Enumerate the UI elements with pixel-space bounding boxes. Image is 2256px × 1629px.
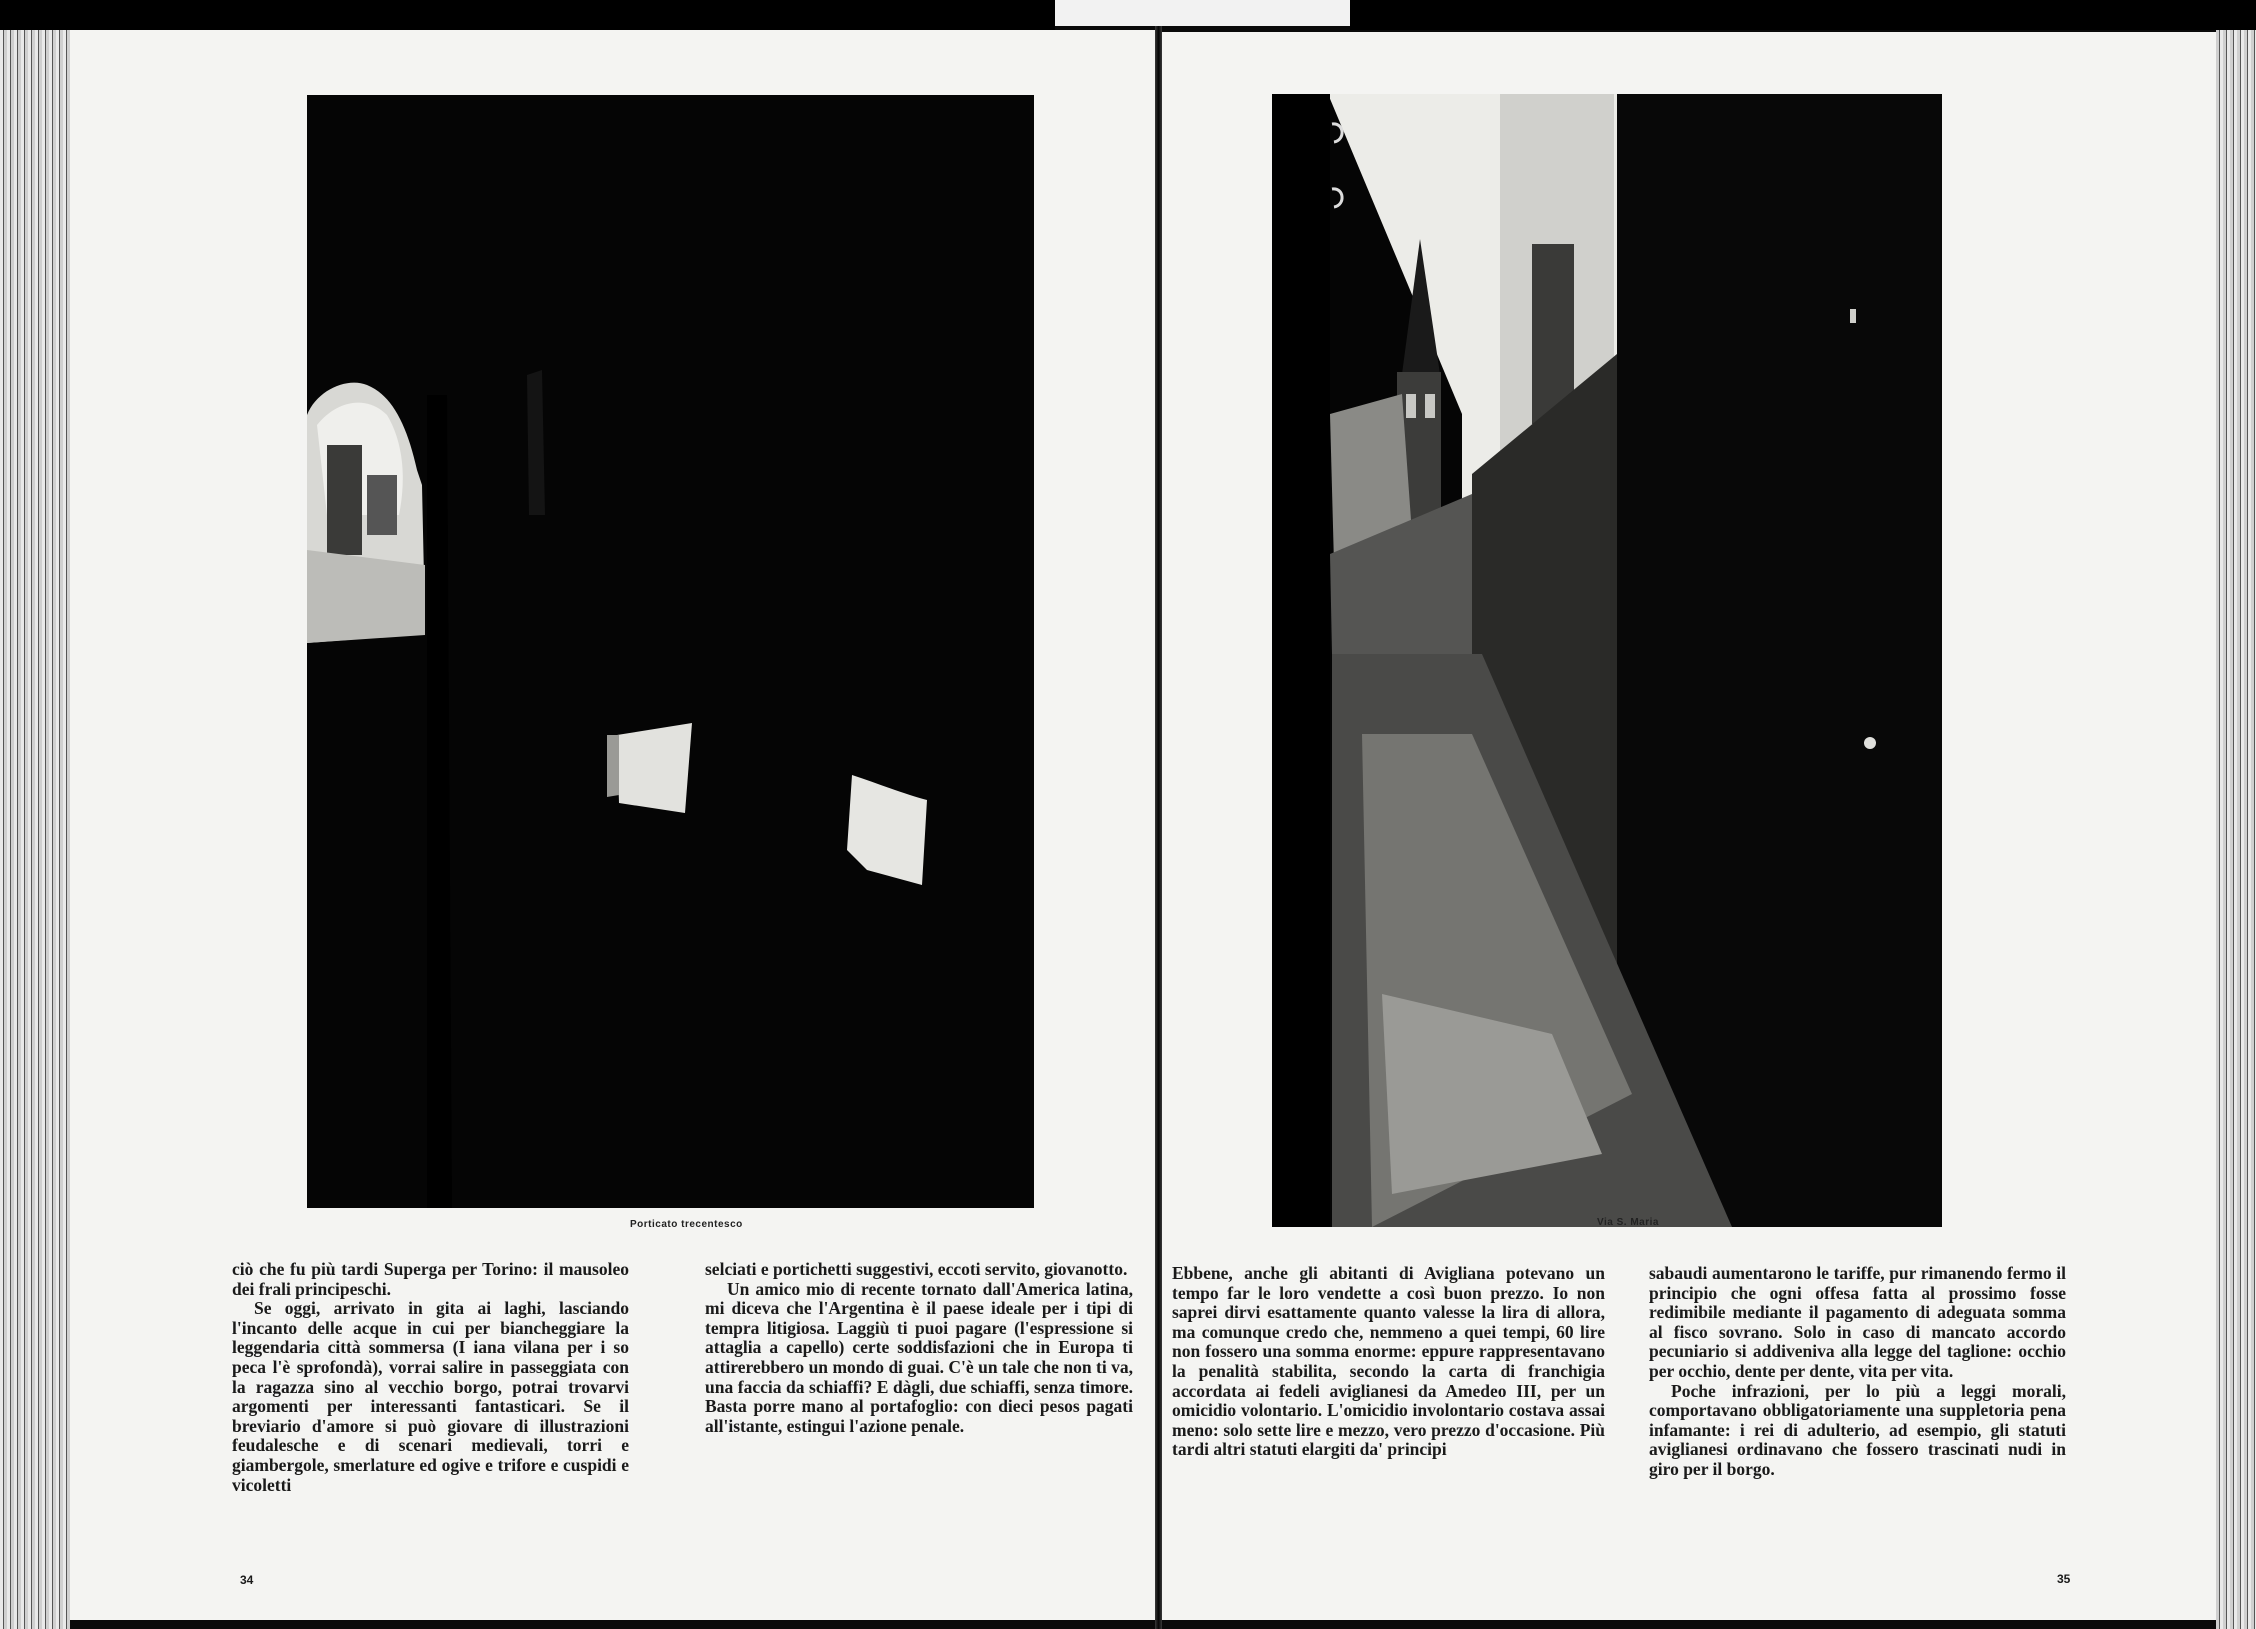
paragraph: Ebbene, anche gli abitanti di Avigliana potevano un tempo far le loro vendette a così buon prezzo. Io non saprei dirvi esattamente quanto valesse la lira di allora, ma comunque credo che, nemmeno a quei tempi, 60 lire non fossero una somma enorme: eppure rappresentavano la penalità stabilita, secondo la carta di franchigia accordata ai fedeli aviglianesi da Amedeo III, per un omicidio volontario. L'omicidio involontario costava assai meno: solo sette lire e mezzo, vero prezzo d'occasione. Più tardi altri statuti elargiti da' principi xyxy=(1172,1263,1605,1460)
via-s-maria-photo xyxy=(1272,94,1942,1227)
top-light-gap xyxy=(1055,0,1350,26)
left-column-1 xyxy=(232,1260,629,1495)
left-column-2 xyxy=(705,1260,1133,1436)
page-number-left: 34 xyxy=(240,1573,254,1587)
right-column-2 xyxy=(1649,1264,2066,1480)
porticato-photo xyxy=(307,95,1034,1208)
street-illustration xyxy=(1272,94,1942,1227)
photo-caption-left: Porticato trecentesco xyxy=(630,1219,743,1230)
page-number-right: 35 xyxy=(2057,1572,2071,1586)
left-page-stack xyxy=(0,30,70,1629)
top-dark-edge xyxy=(0,0,1055,30)
paragraph: Un amico mio di recente tornato dall'America latina, mi diceva che l'Argentina è il paese ideale per i tipi di tempra litigiosa. Laggiù ti puoi pagare (l'espressione si attaglia a capello) certe soddisfazioni che in Europa ti attirerebbero un mondo di guai. C'è un tale che non ti va, una faccia da schiaffi? E dàgli, due schiaffi, senza timore. Basta porre mano al portafoglio: con dieci pesos pagati all'istante, estingui l'azione penale. xyxy=(705,1278,1133,1436)
paragraph: Poche infrazioni, per lo più a leggi morali, comportavano obbligatoriamente una suppletoria pena infamante: i rei di adulterio, ad esempio, gli statuti aviglianesi ordinavano che fossero trascinati nudi in giro per il borgo. xyxy=(1649,1380,2066,1479)
paragraph: Se oggi, arrivato in gita ai laghi, lasciando l'incanto delle acque in cui per biancheggiare la leggendaria città sommersa (I iana vilana per i so peca l'è sprofondà), vorrai salire in passeggiata con la ragazza sino al vecchio borgo, potrai trovarvi argomenti per interessanti fantasticari. Se il breviario d'amore si può giovare di illustrazioni feudalesche e di scenari medievali, torri e giambergole, smerlature ed ogive e trifore e cuspidi e vicoletti xyxy=(232,1298,629,1495)
right-page xyxy=(1162,32,2216,1620)
porticato-illustration xyxy=(307,95,1034,1208)
top-dark-edge-right xyxy=(1350,0,2256,30)
left-page xyxy=(70,30,1155,1620)
book-gutter xyxy=(1155,26,1162,1629)
right-column-1 xyxy=(1172,1264,1605,1460)
right-page-stack xyxy=(2216,30,2256,1629)
paragraph: selciati e portichetti suggestivi, eccoti servito, giovanotto. xyxy=(705,1259,1128,1279)
photo-caption-right: Via S. Maria xyxy=(1597,1217,1659,1228)
paragraph: ciò che fu più tardi Superga per Torino: il mausoleo dei frali principeschi. xyxy=(232,1259,629,1299)
paragraph: sabaudi aumentarono le tariffe, pur rimanendo fermo il principio che ogni offesa fatta al prossimo fosse redimibile mediante il pagamento di adeguata somma al fisco sovrano. Solo in caso di mancato accordo pecuniario si addiveniva alla legge del taglione: occhio per occhio, dente per dente, vita per vita. xyxy=(1649,1263,2066,1381)
